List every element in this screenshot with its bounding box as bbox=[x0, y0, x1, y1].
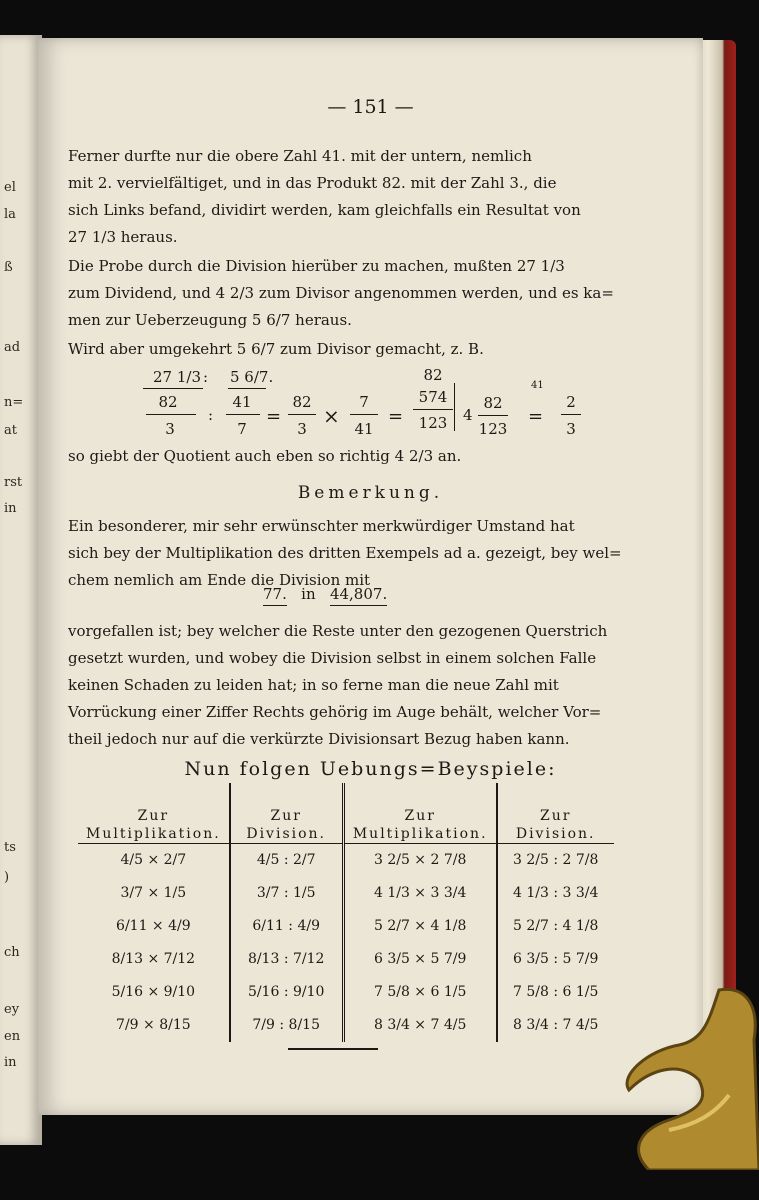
exercise-item: 3/7 × 1/5 bbox=[120, 885, 187, 901]
exercise-item: 6/11 : 4/9 bbox=[252, 918, 320, 934]
math-eq: = bbox=[266, 406, 282, 427]
exercise-item: 7 5/8 : 6 1/5 bbox=[512, 984, 599, 1000]
left-fragment: ad bbox=[4, 340, 21, 355]
col-head-division bbox=[497, 783, 614, 844]
math-f-den: 123 bbox=[478, 420, 508, 438]
column-4 bbox=[497, 844, 614, 1043]
in-word: in bbox=[301, 585, 316, 603]
text-line: Ein besonderer, mir sehr erwünschter merkwürdiger Umstand hat bbox=[68, 517, 575, 535]
exercise-item: 8 3/4 × 7 4/5 bbox=[373, 1017, 467, 1033]
exercise-item: 8/13 × 7/12 bbox=[111, 951, 196, 967]
math-g-small: 41 bbox=[531, 380, 544, 391]
math-h-den: 3 bbox=[566, 420, 576, 438]
fraction-bar bbox=[288, 414, 316, 415]
paragraph-5 bbox=[68, 513, 638, 594]
fraction-bar bbox=[561, 414, 581, 415]
col-head-division bbox=[230, 783, 344, 844]
exercise-item: 6 3/5 × 5 7/9 bbox=[373, 951, 467, 967]
math-f-num: 82 bbox=[483, 394, 503, 412]
fraction-bar bbox=[478, 415, 508, 416]
exercise-item: 4/5 : 2/7 bbox=[256, 852, 316, 868]
exercise-item: 3/7 : 1/5 bbox=[256, 885, 316, 901]
math-colon: : bbox=[208, 406, 214, 424]
left-fragment: at bbox=[4, 423, 17, 438]
text-line: Die Probe durch die Division hierüber zu machen, mußten 27 1/3 bbox=[68, 257, 565, 275]
math-e-num: 574 bbox=[418, 388, 448, 406]
book-page bbox=[38, 38, 703, 1115]
left-fragment: in bbox=[4, 501, 17, 516]
end-rule bbox=[288, 1048, 378, 1050]
text-line: chem nemlich am Ende die Division mit bbox=[68, 571, 371, 589]
text-line: Ferner durfte nur die obere Zahl 41. mit der untern, nemlich bbox=[68, 147, 532, 165]
math-f-whole: 4 bbox=[463, 406, 473, 424]
paragraph-3 bbox=[68, 336, 638, 363]
left-fragment: ) bbox=[4, 870, 10, 885]
math-c-num: 82 bbox=[292, 393, 312, 411]
exercise-table bbox=[78, 783, 614, 1042]
fraction-bar bbox=[413, 409, 453, 410]
exercise-item: 6 3/5 : 5 7/9 bbox=[512, 951, 599, 967]
exercise-item: 7/9 : 8/15 bbox=[252, 1017, 320, 1033]
left-fragment: la bbox=[4, 207, 16, 222]
math-h-num: 2 bbox=[566, 393, 576, 411]
math-a-num: 82 bbox=[158, 393, 178, 411]
left-fragment: ch bbox=[4, 945, 20, 960]
exercise-item: 7 5/8 × 6 1/5 bbox=[373, 984, 467, 1000]
exercise-item: 7/9 × 8/15 bbox=[116, 1017, 191, 1033]
exercise-item: 8/13 : 7/12 bbox=[247, 951, 325, 967]
math-d-num: 7 bbox=[359, 393, 369, 411]
fraction-bar bbox=[228, 388, 266, 389]
text-line: vorgefallen ist; bey welcher die Reste unter den gezogenen Querstrich bbox=[68, 622, 608, 640]
exercise-item: 3 2/5 : 2 7/8 bbox=[512, 852, 599, 868]
text-line: Wird aber umgekehrt 5 6/7 zum Divisor gemacht, z. B. bbox=[68, 340, 484, 358]
text-line: theil jedoch nur auf die verkürzte Divisionsart Bezug haben kann. bbox=[68, 730, 570, 748]
math-c-den: 3 bbox=[297, 420, 307, 438]
exercise-item: 8 3/4 : 7 4/5 bbox=[512, 1017, 599, 1033]
paragraph-6 bbox=[68, 618, 638, 753]
col-head-line: Zur bbox=[539, 808, 572, 824]
text-line: 27 1/3 heraus. bbox=[68, 228, 178, 246]
paragraph-1 bbox=[68, 143, 638, 251]
fraction-bar bbox=[226, 414, 260, 415]
exercise-item: 5/16 × 9/10 bbox=[111, 984, 196, 1000]
left-fragment: n= bbox=[4, 395, 24, 410]
dividend-77: 77. bbox=[263, 585, 287, 606]
exercise-item: 4 1/3 : 3 3/4 bbox=[512, 885, 599, 901]
text-line: men zur Ueberzeugung 5 6/7 heraus. bbox=[68, 311, 352, 329]
exercise-item: 5/16 : 9/10 bbox=[247, 984, 325, 1000]
exercise-item: 3 2/5 × 2 7/8 bbox=[373, 852, 467, 868]
math-b-den: 7 bbox=[237, 420, 247, 438]
left-fragment: en bbox=[4, 1029, 21, 1044]
col-head-line: Zur bbox=[137, 808, 170, 824]
math-d-den: 41 bbox=[354, 420, 374, 438]
left-fragment: el bbox=[4, 180, 16, 195]
page-number: — 151 — bbox=[327, 96, 414, 118]
col-head-line: Zur bbox=[404, 808, 436, 824]
column-2 bbox=[230, 844, 344, 1043]
divisor-44807: 44,807. bbox=[330, 585, 387, 606]
exercise-item: 4/5 × 2/7 bbox=[120, 852, 187, 868]
brass-page-clip bbox=[609, 980, 759, 1170]
col-head-line: Zur bbox=[270, 808, 302, 824]
math-top-left: 27 1/3 bbox=[153, 368, 201, 386]
math-e-top: 82 bbox=[423, 366, 443, 384]
math-e-den: 123 bbox=[418, 414, 448, 432]
math-eq: = bbox=[528, 406, 544, 427]
exercise-item: 5 2/7 : 4 1/8 bbox=[512, 918, 599, 934]
column-1 bbox=[78, 844, 230, 1043]
left-fragment: ts bbox=[4, 840, 16, 855]
col-head-multiplication bbox=[343, 783, 497, 844]
text-line: sich bey der Multiplikation des dritten Exempels ad a. gezeigt, bey wel= bbox=[68, 544, 622, 562]
text-line: Vorrückung einer Ziffer Rechts gehörig im Auge behält, welcher Vor= bbox=[68, 703, 602, 721]
exercise-item: 4 1/3 × 3 3/4 bbox=[373, 885, 467, 901]
exercise-item: 6/11 × 4/9 bbox=[116, 918, 191, 934]
text-line: gesetzt wurden, und wobey die Division selbst in einem solchen Falle bbox=[68, 649, 597, 667]
math-b-num: 41 bbox=[232, 393, 252, 411]
fraction-bar bbox=[350, 414, 378, 415]
left-fragment: in bbox=[4, 1055, 17, 1070]
math-eq: = bbox=[388, 406, 404, 427]
text-line: zum Dividend, und 4 2/3 zum Divisor angenommen werden, und es ka= bbox=[68, 284, 614, 302]
text-line: sich Links befand, dividirt werden, kam gleichfalls ein Resultat von bbox=[68, 201, 581, 219]
col-head-multiplication bbox=[78, 783, 230, 844]
exercise-title: Nun folgen Uebungs=Beyspiele: bbox=[184, 758, 557, 780]
fraction-bar bbox=[143, 388, 203, 389]
text-line: keinen Schaden zu leiden hat; in so ferne man die neue Zahl mit bbox=[68, 676, 559, 694]
col-head-line: Division. bbox=[515, 826, 596, 842]
division-bar bbox=[454, 383, 455, 431]
column-3 bbox=[343, 844, 497, 1043]
math-top-right: 5 6/7. bbox=[230, 368, 274, 386]
left-fragment: ey bbox=[4, 1002, 20, 1017]
division-line bbox=[263, 585, 387, 603]
col-head-line: Multiplikation. bbox=[352, 826, 488, 842]
exercise-item: 5 2/7 × 4 1/8 bbox=[373, 918, 467, 934]
col-head-line: Division. bbox=[246, 826, 327, 842]
math-a-den: 3 bbox=[165, 420, 175, 438]
paragraph-4 bbox=[68, 443, 638, 470]
left-fragment: ß bbox=[4, 260, 13, 275]
left-page-edge bbox=[0, 35, 42, 1145]
text-line: so giebt der Quotient auch eben so richtig 4 2/3 an. bbox=[68, 447, 462, 465]
math-top-colon: : bbox=[203, 368, 209, 386]
left-fragment: rst bbox=[4, 475, 23, 490]
text-line: mit 2. vervielfältiget, und in das Produkt 82. mit der Zahl 3., die bbox=[68, 174, 557, 192]
paragraph-2 bbox=[68, 253, 638, 334]
section-heading: Bemerkung. bbox=[297, 483, 444, 503]
fraction-bar bbox=[146, 414, 196, 415]
math-times: × bbox=[323, 404, 340, 428]
col-head-line: Multiplikation. bbox=[86, 826, 221, 842]
